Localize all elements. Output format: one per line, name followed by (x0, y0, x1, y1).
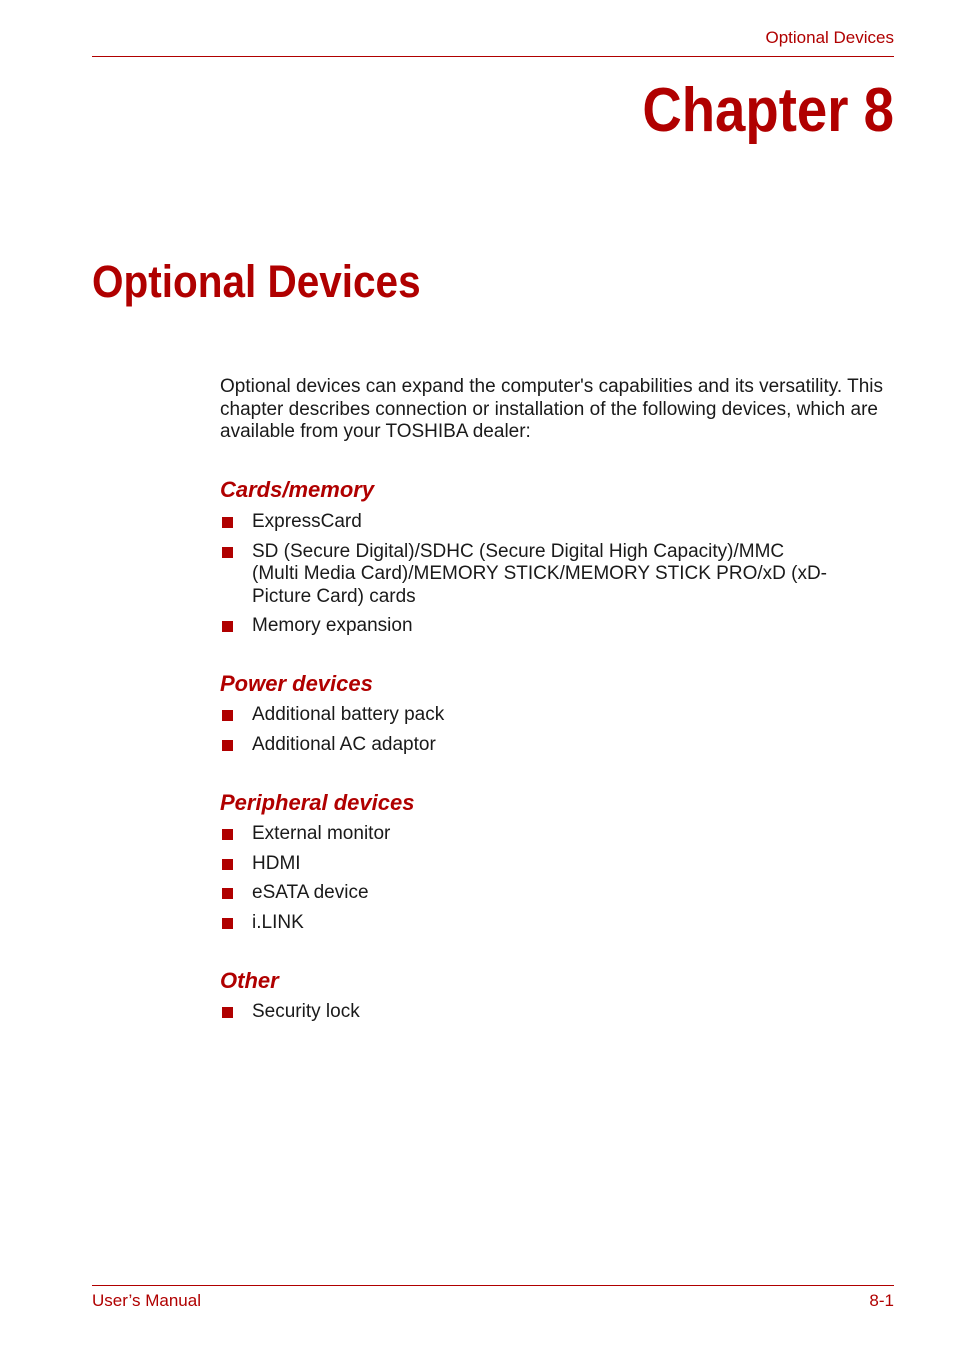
list-item: Additional battery pack (220, 704, 860, 727)
list-item: HDMI (220, 853, 860, 876)
page-number: 8-1 (869, 1291, 894, 1310)
list-item: SD (Secure Digital)/SDHC (Secure Digital High Capacity)/MMC (Multi Media Card)/MEMORY STICK/MEMORY STICK PRO/xD (xD-Picture Card) cards (220, 541, 832, 609)
square-bullet-icon (222, 859, 233, 870)
square-bullet-icon (222, 829, 233, 840)
footer-rule (92, 1285, 894, 1286)
square-bullet-icon (222, 918, 233, 929)
list-item: i.LINK (220, 912, 860, 935)
header-rule (92, 56, 894, 57)
list-item: eSATA device (220, 882, 860, 905)
square-bullet-icon (222, 1007, 233, 1018)
list-item: Memory expansion (220, 615, 860, 638)
square-bullet-icon (222, 710, 233, 721)
square-bullet-icon (222, 740, 233, 751)
intro-paragraph: Optional devices can expand the computer's capabilities and its versatility. This chapter describes connection or installation of the following devices, which are available from your TOSHIBA dealer: (220, 376, 883, 442)
square-bullet-icon (222, 517, 233, 528)
square-bullet-icon (222, 547, 233, 558)
section-heading-other: Other (220, 968, 279, 993)
section-heading-peripheral-devices: Peripheral devices (220, 790, 415, 815)
section-heading-cards-memory: Cards/memory (220, 477, 375, 502)
chapter-title: Optional Devices (92, 256, 421, 307)
running-header: Optional Devices (765, 28, 894, 47)
list-item: ExpressCard (220, 511, 860, 534)
footer-manual-label: User’s Manual (92, 1291, 201, 1310)
section-list-cards-memory (220, 511, 860, 638)
list-item: Security lock (220, 1001, 860, 1024)
section-list-power-devices (220, 704, 860, 756)
list-item: Additional AC adaptor (220, 734, 860, 757)
chapter-label: Chapter 8 (642, 76, 894, 145)
square-bullet-icon (222, 621, 233, 632)
list-item: External monitor (220, 823, 860, 846)
section-list-peripheral-devices (220, 823, 860, 934)
section-heading-power-devices: Power devices (220, 671, 373, 696)
square-bullet-icon (222, 888, 233, 899)
section-list-other (220, 1001, 860, 1024)
